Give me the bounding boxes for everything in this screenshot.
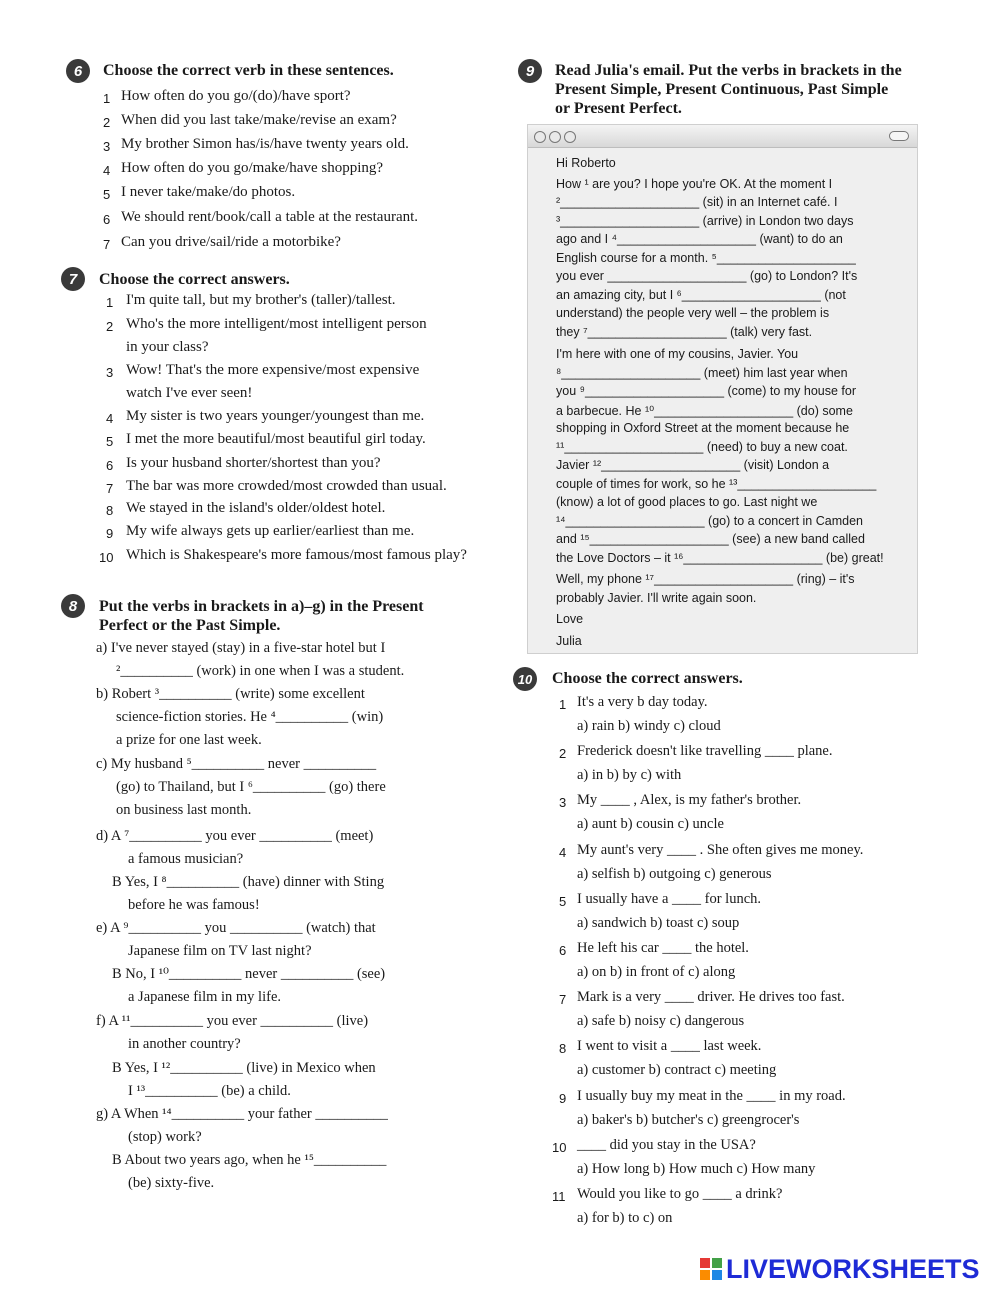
email-line[interactable]: (know) a lot of good places to go. Last night we (556, 495, 818, 509)
close-icon[interactable] (534, 131, 546, 143)
email-line[interactable]: understand) the people very well – the problem is (556, 306, 830, 320)
email-line[interactable]: shopping in Oxford Street at the moment because he (556, 421, 850, 435)
email-line[interactable]: Javier ¹²____________________ (visit) London a (556, 458, 830, 472)
liveworksheets-logo-icon (700, 1258, 722, 1280)
exercise-6-item-number: 5 (103, 187, 111, 202)
email-line[interactable]: ³____________________ (arrive) in London two days (556, 214, 854, 228)
toolbar-toggle-icon[interactable] (889, 131, 909, 141)
exercise-8-line[interactable]: g) A When ¹⁴__________ your father __________ (96, 1106, 388, 1122)
exercise-8-title-line2: Perfect or the Past Simple. (99, 617, 281, 634)
exercise-6-item-number: 7 (103, 237, 111, 252)
email-line[interactable]: they ⁷____________________ (talk) very fast. (556, 325, 813, 339)
exercise-10-question[interactable]: I usually buy my meat in the ____ in my road. (577, 1087, 846, 1104)
exercise-8-line[interactable]: before he was famous! (128, 897, 260, 913)
exercise-10-question[interactable]: It's a very b day today. (577, 694, 708, 710)
email-line[interactable]: I'm here with one of my cousins, Javier. You (556, 347, 799, 361)
exercise-8-line[interactable]: a) I've never stayed (stay) in a five-star hotel but I (96, 640, 386, 656)
email-titlebar (528, 125, 917, 148)
exercise-10-item-number: 1 (559, 697, 567, 712)
email-line[interactable]: you ⁹____________________ (come) to my house for (556, 384, 857, 398)
exercise-10-options[interactable]: a) selfish b) outgoing c) generous (577, 865, 772, 882)
exercise-10-options[interactable]: a) baker's b) butcher's c) greengrocer's (577, 1111, 800, 1128)
exercise-10-options[interactable]: a) rain b) windy c) cloud (577, 718, 721, 734)
email-line[interactable]: couple of times for work, so he ¹³____________________ (556, 477, 877, 491)
exercise-10-item-number: 10 (552, 1139, 567, 1155)
exercise-10-options[interactable]: a) sandwich b) toast c) soup (577, 914, 740, 931)
exercise-7-item-number: 7 (106, 481, 114, 496)
exercise-8-line[interactable]: B No, I ¹⁰__________ never __________ (see) (112, 966, 386, 982)
zoom-icon[interactable] (564, 131, 576, 143)
exercise-8-line[interactable]: B About two years ago, when he ¹⁵__________ (112, 1152, 387, 1168)
exercise-8-line[interactable]: c) My husband ⁵__________ never __________ (96, 756, 377, 772)
exercise-10-question[interactable]: I usually have a ____ for lunch. (577, 890, 762, 907)
exercise-7-item: We stayed in the island's older/oldest hotel. (126, 500, 386, 516)
exercise-6-item: I never take/make/do photos. (121, 184, 296, 200)
exercise-6-item: Can you drive/sail/ride a motorbike? (121, 234, 341, 250)
exercise-6-item: How often do you go/(do)/have sport? (121, 88, 351, 104)
email-line[interactable]: you ever ____________________ (go) to London? It's (556, 269, 858, 283)
exercise-10-item-number: 7 (559, 992, 567, 1008)
exercise-7-item-number: 4 (106, 411, 114, 426)
exercise-10-question[interactable]: My ____ , Alex, is my father's brother. (577, 792, 802, 809)
email-line[interactable]: Hi Roberto (556, 156, 616, 170)
exercise-6-item-number: 1 (103, 91, 111, 106)
email-line[interactable]: ago and I ⁴____________________ (want) to do an (556, 232, 843, 246)
exercise-7-item: in your class? (126, 339, 209, 355)
exercise-10-question[interactable]: Frederick doesn't like travelling ____ plane. (577, 743, 833, 760)
exercise-7-item: I met the more beautiful/most beautiful girl today. (126, 431, 426, 447)
exercise-10-item-number: 2 (559, 746, 567, 762)
exercise-8-line[interactable]: b) Robert ³__________ (write) some excellent (96, 686, 365, 702)
email-line[interactable]: ¹⁴____________________ (go) to a concert in Camden (556, 514, 863, 528)
exercise-8-line[interactable]: a famous musician? (128, 851, 244, 867)
exercise-9-title-line3: or Present Perfect. (555, 100, 682, 117)
exercise-6-item-number: 2 (103, 115, 111, 130)
exercise-7-item-number: 10 (99, 550, 114, 565)
exercise-10-question[interactable]: Mark is a very ____ driver. He drives too fast. (577, 989, 845, 1006)
email-line[interactable]: ⁸____________________ (meet) him last year when (556, 366, 848, 380)
exercise-8-line[interactable]: in another country? (128, 1036, 241, 1052)
exercise-8-line[interactable]: (be) sixty-five. (128, 1175, 215, 1191)
exercise-8-line[interactable]: I ¹³__________ (be) a child. (128, 1083, 291, 1099)
exercise-9-title-line1: Read Julia's email. Put the verbs in brackets in the (555, 62, 902, 79)
exercise-10-item-number: 4 (559, 844, 567, 860)
exercise-10-question[interactable]: Would you like to go ____ a drink? (577, 1186, 783, 1202)
email-line[interactable]: English course for a month. ⁵____________________ (556, 251, 856, 265)
exercise-6-item: We should rent/book/call a table at the restaurant. (121, 209, 419, 225)
exercise-8-line[interactable]: B Yes, I ⁸__________ (have) dinner with Sting (112, 874, 385, 890)
email-line[interactable]: ¹¹____________________ (need) to buy a new coat. (556, 440, 848, 454)
email-line[interactable]: the Love Doctors – it ¹⁶____________________ (be) great! (556, 551, 884, 565)
exercise-10-options[interactable]: a) on b) in front of c) along (577, 964, 736, 980)
exercise-8-line[interactable]: a prize for one last week. (116, 732, 262, 748)
exercise-6-item-number: 3 (103, 139, 111, 154)
email-line[interactable]: probably Javier. I'll write again soon. (556, 591, 757, 605)
exercise-7-item: Is your husband shorter/shortest than you? (126, 455, 381, 471)
exercise-9-title-line2: Present Simple, Present Continuous, Past Simple (555, 81, 889, 98)
exercise-7-item: My wife always gets up earlier/earliest than me. (126, 523, 415, 539)
minimize-icon[interactable] (549, 131, 561, 143)
exercise-6-item-number: 6 (103, 212, 111, 227)
exercise-6-item: How often do you go/make/have shopping? (121, 160, 384, 176)
exercise-7-item-number: 2 (106, 319, 114, 334)
email-line[interactable]: Well, my phone ¹⁷____________________ (ring) – it's (556, 572, 855, 586)
exercise-10-options[interactable]: a) aunt b) cousin c) uncle (577, 816, 724, 833)
exercise-7-item-number: 6 (106, 458, 114, 473)
exercise-8-line[interactable]: (stop) work? (128, 1129, 202, 1145)
exercise-8-line[interactable]: e) A ⁹__________ you __________ (watch) that (96, 920, 376, 936)
exercise-9-badge: 9 (518, 59, 542, 83)
exercise-6-item: My brother Simon has/is/have twenty years old. (121, 136, 409, 152)
exercise-8-line[interactable]: B Yes, I ¹²__________ (live) in Mexico when (112, 1060, 376, 1076)
exercise-7-badge: 7 (61, 267, 85, 291)
exercise-7-item: Which is Shakespeare's more famous/most famous play? (126, 547, 467, 563)
exercise-7-item-number: 3 (106, 365, 114, 380)
exercise-7-item: Wow! That's the more expensive/most expensive (126, 362, 420, 378)
exercise-8-line[interactable]: d) A ⁷__________ you ever __________ (meet) (96, 828, 374, 844)
email-line[interactable]: ²____________________ (sit) in an Internet café. I (556, 195, 838, 209)
exercise-7-item-number: 9 (106, 526, 114, 541)
exercise-10-title: Choose the correct answers. (552, 670, 743, 687)
exercise-10-badge: 10 (513, 667, 537, 691)
exercise-7-item: Who's the more intelligent/most intelligent person (126, 316, 427, 332)
exercise-10-item-number: 8 (559, 1041, 567, 1057)
exercise-7-item: watch I've ever seen! (126, 385, 253, 401)
exercise-10-item-number: 6 (559, 943, 567, 958)
exercise-7-item: I'm quite tall, but my brother's (taller)/tallest. (126, 292, 396, 308)
exercise-6-item: When did you last take/make/revise an exam? (121, 112, 397, 128)
email-line[interactable]: Julia (556, 634, 582, 648)
exercise-8-title-line1: Put the verbs in brackets in a)–g) in the Present (99, 598, 424, 615)
liveworksheets-brand: LIVEWORKSHEETS (726, 1254, 980, 1284)
exercise-8-badge: 8 (61, 594, 85, 618)
exercise-7-item: My sister is two years younger/youngest than me. (126, 408, 425, 424)
exercise-10-question[interactable]: ____ did you stay in the USA? (577, 1136, 756, 1153)
exercise-8-line[interactable]: Japanese film on TV last night? (128, 943, 312, 959)
exercise-6-title: Choose the correct verb in these sentences. (103, 62, 394, 79)
exercise-8-line[interactable]: ²__________ (work) in one when I was a student. (116, 663, 405, 679)
exercise-10-item-number: 9 (559, 1090, 567, 1106)
exercise-6-badge: 6 (66, 59, 90, 83)
exercise-10-options[interactable]: a) safe b) noisy c) dangerous (577, 1013, 745, 1030)
exercise-10-options[interactable]: a) customer b) contract c) meeting (577, 1062, 777, 1079)
exercise-8-line[interactable]: a Japanese film in my life. (128, 989, 282, 1005)
exercise-7-item-number: 1 (106, 295, 114, 310)
exercise-7-item-number: 5 (106, 434, 114, 449)
exercise-10-item-number: 11 (552, 1189, 566, 1204)
exercise-8-line[interactable]: on business last month. (116, 802, 252, 818)
email-line[interactable]: Love (556, 612, 584, 626)
email-line[interactable]: How ¹ are you? I hope you're OK. At the moment I (556, 177, 833, 191)
exercise-7-title: Choose the correct answers. (99, 271, 290, 288)
email-line[interactable]: and ¹⁵____________________ (see) a new band called (556, 532, 865, 546)
exercise-10-question[interactable]: He left his car ____ the hotel. (577, 940, 749, 956)
exercise-8-line[interactable]: f) A ¹¹__________ you ever __________ (live) (96, 1013, 369, 1029)
exercise-10-item-number: 5 (559, 893, 567, 909)
email-line[interactable]: an amazing city, but I ⁶____________________ (not (556, 288, 846, 302)
exercise-7-item-number: 8 (106, 503, 114, 518)
exercise-10-options[interactable]: a) How long b) How much c) How many (577, 1160, 816, 1177)
email-line[interactable]: a barbecue. He ¹⁰____________________ (do) some (556, 404, 853, 418)
exercise-7-item: The bar was more crowded/most crowded than usual. (126, 478, 447, 494)
exercise-8-line[interactable]: (go) to Thailand, but I ⁶__________ (go) there (116, 779, 386, 795)
exercise-10-question[interactable]: I went to visit a ____ last week. (577, 1038, 762, 1055)
exercise-10-item-number: 3 (559, 795, 567, 811)
exercise-6-item-number: 4 (103, 163, 111, 178)
exercise-10-options[interactable]: a) for b) to c) on (577, 1210, 673, 1226)
exercise-8-line[interactable]: science-fiction stories. He ⁴__________ (win) (116, 709, 384, 725)
exercise-10-options[interactable]: a) in b) by c) with (577, 767, 682, 784)
exercise-10-question[interactable]: My aunt's very ____ . She often gives me money. (577, 841, 864, 858)
